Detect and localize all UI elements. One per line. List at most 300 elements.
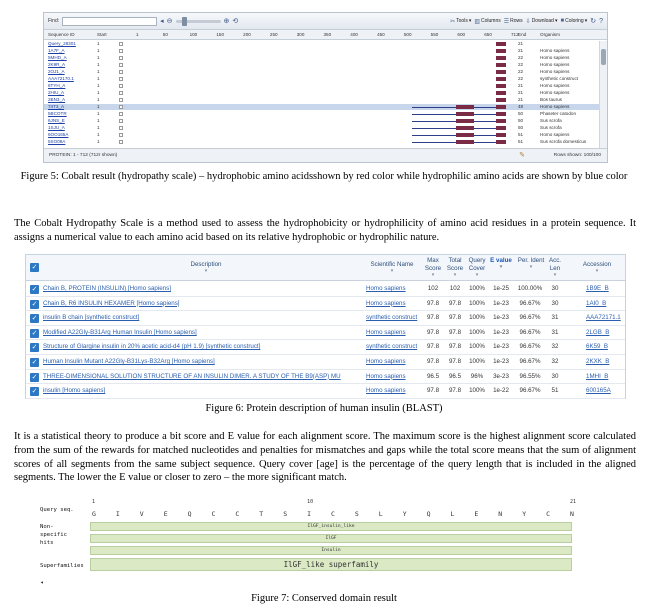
- reset-icon[interactable]: ⟲: [232, 17, 239, 25]
- max-cell: 96.5: [426, 372, 440, 380]
- aligned-segment: [496, 112, 506, 116]
- len-cell: 51: [551, 387, 559, 395]
- max-cell: 97.8: [426, 314, 440, 322]
- start-value: 1: [97, 69, 100, 74]
- ident-cell: 96.55%: [519, 372, 541, 380]
- description-link[interactable]: Structure of Glargine insulin in 20% acetic acid-d4 (pH 1.9) [synthetic construct]: [43, 343, 261, 351]
- superfamilies-label: Superfamilies: [40, 563, 84, 569]
- accession-link[interactable]: 6K59_B: [586, 343, 609, 351]
- rows-icon: ☰: [503, 18, 510, 25]
- gap-line: [412, 135, 458, 136]
- alignment-row[interactable]: [44, 139, 599, 145]
- alignment-row[interactable]: [44, 41, 599, 47]
- status-range: PROTEIN: 1 - 712 (712r shown): [49, 153, 118, 158]
- edit-icon[interactable]: ✎: [519, 152, 525, 159]
- description-link[interactable]: Chain B, R6 INSULIN HEXAMER [Homo sapiens]: [43, 299, 180, 307]
- row-checkbox[interactable]: [119, 84, 123, 88]
- sequence-id-link[interactable]: AAA72170.1: [48, 76, 74, 81]
- e-cell: 1e-22: [493, 387, 509, 395]
- row-checkbox[interactable]: [119, 42, 123, 46]
- query-ruler: [90, 499, 580, 505]
- col-seq-id[interactable]: Sequence ID: [48, 32, 75, 37]
- sequence-id-link[interactable]: 2K9R_A: [48, 62, 66, 67]
- alignment-row[interactable]: [44, 111, 599, 117]
- alignment-row[interactable]: [44, 132, 599, 138]
- total-cell: 97.8: [448, 314, 462, 322]
- sequence-id-link[interactable]: 1SJU_A: [48, 125, 65, 130]
- len-cell: 30: [551, 372, 559, 380]
- start-value: 1: [97, 90, 100, 95]
- help-icon[interactable]: ?: [599, 17, 603, 25]
- row-checkbox[interactable]: [119, 126, 123, 130]
- e-cell: 1e-23: [493, 299, 509, 307]
- organism-value: Sus scrofa: [540, 118, 562, 123]
- e-cell: 1e-23: [493, 328, 509, 336]
- paragraph-hydropathy: The Cobalt Hydropathy Scale is a method used to assess the hydrophobicity or hydrophilicity of amino acid residues in a protein sequence. It assigns a numerical value to each amino acid based on its relative hydrophobic or hydrophilic nature.: [14, 218, 636, 243]
- col-organism[interactable]: Organism: [540, 32, 560, 37]
- vertical-scrollbar[interactable]: [599, 41, 607, 149]
- organism-value: Homo sapiens: [540, 83, 570, 88]
- row-checkbox[interactable]: [119, 49, 123, 53]
- total-cell: 97.8: [448, 358, 462, 365]
- residue: S: [354, 510, 359, 518]
- e-cell: 1e-23: [493, 343, 509, 351]
- aligned-segment: [496, 140, 506, 144]
- residue: V: [139, 510, 144, 518]
- accession-link[interactable]: 600165A: [586, 387, 611, 395]
- ruler-tick: 500: [403, 32, 412, 37]
- description-link[interactable]: insulin B chain [synthetic construct]: [43, 314, 140, 322]
- ruler-tick: 550: [430, 32, 439, 37]
- coloring-menu[interactable]: ■ Coloring ▾: [560, 18, 588, 24]
- sequence-id-link[interactable]: 1A7F_A: [48, 48, 65, 53]
- sequence-id-link[interactable]: 2HIU_A: [48, 90, 65, 95]
- cobalt-panel: [43, 12, 608, 163]
- scientific-name-link[interactable]: Homo sapiens: [366, 299, 406, 307]
- description-link[interactable]: Human Insulin Mutant A22Gly-B31Lys-B32Arg [Homo sapiens]: [43, 358, 215, 365]
- table-row[interactable]: [26, 355, 625, 370]
- ident-cell: 96.67%: [519, 314, 541, 322]
- start-value: 1: [97, 111, 100, 116]
- gap-line: [474, 114, 496, 115]
- alignment-row[interactable]: [44, 125, 599, 131]
- aligned-segment: [496, 126, 506, 130]
- ruler-number: 21: [570, 499, 577, 505]
- gap-line: [474, 142, 496, 143]
- end-value: 21: [518, 83, 524, 88]
- ident-cell: 96.67%: [519, 343, 541, 351]
- total-cell: 97.8: [448, 328, 462, 336]
- description-link[interactable]: Chain B, PROTEIN (INSULIN) [Homo sapiens]: [43, 285, 171, 292]
- end-value: 21: [518, 90, 524, 95]
- gap-line: [412, 107, 458, 108]
- max-cell: 97.8: [426, 299, 440, 307]
- query-seq-label: Query seq.: [40, 507, 74, 513]
- table-row[interactable]: [26, 311, 625, 326]
- start-value: 1: [97, 83, 100, 88]
- end-value: 22: [518, 55, 524, 60]
- residue: S: [283, 510, 288, 518]
- figure-5-caption: Figure 5: Cobalt result (hydropathy scale) – hydrophobic amino acidsshown by red color while hydrophilic amino acids are shown by blue color: [20, 171, 628, 182]
- rows-shown: Rows shown: 100/100: [553, 153, 601, 158]
- alignment-row[interactable]: [44, 83, 599, 89]
- alignment-row[interactable]: [44, 62, 599, 68]
- ruler-tick: 650: [484, 32, 492, 37]
- row-checkbox[interactable]: [119, 140, 123, 144]
- total-cell: 97.8: [448, 299, 462, 307]
- sequence-id-link[interactable]: Query_28301: [48, 41, 76, 46]
- cobalt-toolbar: [44, 13, 607, 30]
- row-checkbox[interactable]: [119, 56, 123, 60]
- aligned-segment: [456, 105, 474, 109]
- residue: E: [163, 510, 168, 518]
- ident-cell: 96.67%: [519, 387, 541, 395]
- end-value: 21: [518, 48, 524, 53]
- max-cell: 97.8: [426, 343, 440, 351]
- header-query-cover[interactable]: Query Cover ▾: [468, 257, 486, 278]
- blast-table: [25, 254, 626, 399]
- header-accession[interactable]: Accession ▾: [582, 261, 612, 274]
- scientific-name-link[interactable]: Homo sapiens: [366, 358, 406, 365]
- total-cell: 96.5: [448, 372, 462, 380]
- max-cell: 97.8: [426, 387, 440, 395]
- gap-line: [474, 121, 496, 122]
- sequence-id-link[interactable]: 2BN3_A: [48, 97, 66, 102]
- coloring-icon: ■: [560, 18, 565, 24]
- find-input[interactable]: [62, 17, 157, 26]
- residue: C: [235, 510, 240, 518]
- gap-line: [474, 128, 496, 129]
- residue: L: [378, 510, 383, 518]
- ident-cell: 96.67%: [519, 358, 541, 365]
- len-cell: 31: [551, 328, 559, 336]
- header-per-ident[interactable]: Per. Ident ▾: [517, 257, 545, 270]
- residue: G: [92, 510, 96, 518]
- row-checkbox[interactable]: [119, 133, 123, 137]
- accession-link[interactable]: 1MHI_B: [586, 372, 609, 380]
- alignment-row[interactable]: [44, 90, 599, 96]
- max-cell: 102: [427, 285, 439, 292]
- row-checkbox[interactable]: ✓: [31, 359, 38, 366]
- table-row[interactable]: [26, 326, 625, 341]
- nonspecific-hits-label: Non-specific hits: [40, 524, 67, 546]
- sequence-id-link[interactable]: 6OO165A: [48, 132, 69, 137]
- header-scientific-name[interactable]: Scientific Name ▾: [370, 261, 414, 274]
- e-cell: 1e-23: [493, 358, 509, 365]
- scientific-name-link[interactable]: Homo sapiens: [366, 328, 406, 336]
- organism-value: Phaseter catodon: [540, 111, 577, 116]
- start-value: 1: [97, 125, 100, 130]
- ruler-tick: 50: [162, 32, 168, 37]
- end-value: 22: [518, 76, 524, 81]
- ruler-tick: 712: [511, 32, 519, 37]
- refresh-icon[interactable]: ↻: [590, 17, 597, 25]
- row-checkbox[interactable]: ✓: [31, 344, 38, 352]
- ruler-tick: 250: [269, 32, 278, 37]
- find-label: Find:: [48, 18, 60, 24]
- domain-track-iigf[interactable]: IlGF: [90, 534, 572, 543]
- ruler-number: 10: [307, 499, 314, 505]
- ruler-number: 1: [92, 499, 96, 505]
- e-cell: 1e-25: [493, 285, 509, 292]
- row-checkbox[interactable]: [119, 98, 123, 102]
- scroll-left-icon[interactable]: ◂: [40, 579, 44, 586]
- description-link[interactable]: THREE-DIMENSIONAL SOLUTION STRUCTURE OF AN INSULIN DIMER. A STUDY OF THE B9(ASP) MU: [43, 372, 341, 380]
- organism-value: Homo sapiens: [540, 132, 570, 137]
- cover-cell: 100%: [469, 387, 485, 395]
- cobalt-status-bar: [44, 148, 607, 162]
- row-checkbox[interactable]: [119, 77, 123, 81]
- table-row[interactable]: [26, 384, 625, 399]
- description-link[interactable]: Modified A22Gly-B31Arg Human Insulin [Homo sapiens]: [43, 328, 197, 336]
- scientific-name-link[interactable]: synthetic construct: [366, 314, 418, 322]
- residue: I: [307, 510, 312, 518]
- row-checkbox[interactable]: ✓: [31, 286, 38, 293]
- row-checkbox[interactable]: [119, 63, 123, 67]
- start-value: 1: [97, 132, 100, 137]
- sequence-id-link[interactable]: 5SO08A: [48, 139, 66, 144]
- col-start[interactable]: Start: [97, 32, 107, 37]
- description-link[interactable]: insulin [Homo sapiens]: [43, 387, 106, 395]
- gap-line: [474, 107, 496, 108]
- sequence-id-link[interactable]: 5MHD_A: [48, 55, 67, 60]
- organism-value: Homo sapiens: [540, 62, 570, 67]
- start-value: 1: [97, 48, 100, 53]
- end-value: 50: [518, 125, 524, 130]
- aligned-segment: [496, 56, 506, 60]
- columns-icon: ▥: [474, 18, 481, 25]
- end-value: 51: [518, 139, 524, 144]
- gap-line: [412, 128, 458, 129]
- gap-line: [412, 114, 458, 115]
- len-cell: 31: [551, 314, 559, 322]
- scientific-name-link[interactable]: Homo sapiens: [366, 285, 406, 292]
- row-checkbox[interactable]: ✓: [31, 329, 38, 337]
- sequence-id-link[interactable]: 7IIT3_A: [48, 104, 65, 109]
- ruler-tick: 300: [296, 32, 305, 37]
- zoom-out-icon[interactable]: ⊖: [166, 17, 173, 25]
- aligned-segment: [496, 49, 506, 53]
- aligned-segment: [496, 42, 506, 46]
- scientific-name-link[interactable]: Homo sapiens: [366, 372, 406, 380]
- residue: C: [331, 510, 335, 518]
- start-value: 1: [97, 76, 100, 81]
- len-cell: 30: [551, 285, 559, 292]
- rows-menu[interactable]: ☰ Rows: [503, 18, 523, 25]
- sequence-id-link[interactable]: 6TYH_A: [48, 83, 66, 88]
- aligned-segment: [496, 84, 506, 88]
- gap-line: [412, 142, 458, 143]
- row-checkbox[interactable]: [119, 70, 123, 74]
- e-cell: 1e-23: [493, 314, 509, 322]
- organism-value: Bos taurus: [540, 97, 562, 102]
- tools-icon: ✂: [450, 18, 456, 25]
- aligned-segment: [496, 70, 506, 74]
- organism-value: Homo sapiens: [540, 90, 570, 95]
- ruler-tick: 400: [350, 32, 358, 37]
- end-value: 21: [518, 97, 524, 102]
- header-max-score[interactable]: Max Score ▾: [424, 257, 442, 278]
- cover-cell: 100%: [469, 343, 485, 351]
- header-acc-len[interactable]: Acc. Len ▾: [548, 257, 562, 278]
- alignment-row[interactable]: [44, 69, 599, 75]
- tools-menu[interactable]: ✂ Tools ▾: [450, 18, 472, 25]
- ident-cell: 96.67%: [519, 299, 541, 307]
- aligned-segment: [456, 119, 474, 123]
- sequence-id-link[interactable]: 2OJ1_A: [48, 69, 65, 74]
- alignment-rows: [44, 41, 607, 149]
- total-cell: 102: [449, 285, 461, 292]
- aligned-segment: [496, 105, 506, 109]
- scientific-name-link[interactable]: Homo sapiens: [366, 387, 406, 395]
- residue: C: [211, 510, 216, 518]
- ruler-tick: 350: [323, 32, 332, 37]
- row-checkbox[interactable]: [119, 91, 123, 95]
- row-checkbox[interactable]: ✓: [31, 388, 38, 396]
- alignment-row[interactable]: [44, 55, 599, 61]
- len-cell: 30: [551, 299, 559, 307]
- cover-cell: 100%: [469, 314, 485, 322]
- residue: E: [474, 510, 479, 518]
- alignment-row[interactable]: [44, 48, 599, 54]
- ident-cell: 96.67%: [519, 328, 541, 336]
- ruler-tick: 600: [457, 32, 466, 37]
- gap-line: [412, 121, 458, 122]
- end-value: 21: [518, 41, 524, 46]
- zoom-slider[interactable]: [176, 20, 221, 23]
- start-value: 1: [97, 62, 100, 67]
- header-e-value[interactable]: E value ▾: [490, 257, 512, 270]
- select-all-checkbox[interactable]: ✓: [31, 264, 38, 271]
- row-checkbox[interactable]: [119, 105, 123, 109]
- aligned-segment: [456, 126, 474, 130]
- row-checkbox[interactable]: ✓: [31, 315, 38, 323]
- accession-link[interactable]: 1AI0_B: [586, 299, 607, 307]
- len-cell: 32: [551, 343, 559, 351]
- row-checkbox[interactable]: [119, 112, 123, 116]
- aligned-segment: [496, 119, 506, 123]
- aligned-segment: [496, 98, 506, 102]
- cover-cell: 100%: [469, 285, 485, 292]
- accession-link[interactable]: 2KXK_B: [586, 358, 610, 365]
- cover-cell: 100%: [469, 299, 485, 307]
- conserved-domain-panel: [37, 496, 605, 588]
- organism-value: Homo sapiens: [540, 48, 570, 53]
- header-description[interactable]: Description ▾: [190, 261, 222, 274]
- max-cell: 97.8: [426, 358, 440, 365]
- zoom-in-icon[interactable]: ⊕: [223, 17, 230, 25]
- residue: I: [115, 510, 120, 518]
- residue: Q: [426, 510, 431, 518]
- end-value: 50: [518, 111, 524, 116]
- organism-value: Sus scrofa domesticus: [540, 139, 587, 144]
- col-end[interactable]: End: [518, 32, 527, 37]
- residue: Y: [402, 510, 407, 518]
- alignment-row[interactable]: [44, 76, 599, 82]
- start-value: 1: [97, 97, 100, 102]
- aligned-segment: [456, 133, 474, 137]
- columns-menu[interactable]: ▥ Columns: [474, 18, 501, 25]
- end-value: 50: [518, 118, 524, 123]
- max-cell: 97.8: [426, 328, 440, 336]
- start-value: 1: [97, 104, 100, 109]
- sequence-id-link[interactable]: 6JNS_E: [48, 118, 65, 123]
- total-cell: 97.8: [448, 387, 462, 395]
- table-row[interactable]: [26, 340, 625, 355]
- ruler-tick: 1: [136, 32, 139, 37]
- organism-value: Homo sapiens: [540, 104, 570, 109]
- residue: Y: [522, 510, 527, 518]
- cover-cell: 100%: [469, 358, 485, 365]
- organism-value: Sus scrofa: [540, 125, 562, 130]
- accession-link[interactable]: AAA72171.1: [586, 314, 621, 322]
- residue: C: [546, 510, 551, 518]
- aligned-segment: [456, 112, 474, 116]
- domain-track-iigf-insulin-like[interactable]: IlGF_insulin_like: [90, 522, 572, 531]
- ruler-tick: 100: [189, 32, 198, 37]
- row-checkbox[interactable]: [119, 119, 123, 123]
- residue: N: [570, 510, 574, 518]
- cobalt-column-header: [44, 30, 607, 40]
- row-checkbox[interactable]: ✓: [31, 300, 38, 308]
- domain-track-insulin[interactable]: Insulin: [90, 546, 572, 555]
- end-value: 51: [518, 132, 524, 137]
- len-cell: 32: [551, 358, 559, 365]
- end-value: 22: [518, 62, 524, 67]
- alignment-row[interactable]: [44, 97, 599, 103]
- scientific-name-link[interactable]: synthetic construct: [366, 343, 418, 351]
- residue: L: [450, 510, 455, 518]
- blast-table-header: [26, 255, 625, 281]
- move-left-icon[interactable]: ◂: [160, 17, 164, 25]
- sequence-id-link[interactable]: 5BCOTR: [48, 111, 67, 116]
- superfamily-track[interactable]: IlGF_like superfamily: [90, 558, 572, 571]
- end-value: 22: [518, 69, 524, 74]
- start-value: 1: [97, 55, 100, 60]
- organism-value: Homo sapiens: [540, 69, 570, 74]
- header-total-score[interactable]: Total Score ▾: [446, 257, 464, 278]
- total-cell: 97.8: [448, 343, 462, 351]
- ruler-tick: 150: [216, 32, 225, 37]
- accession-link[interactable]: 2LGB_B: [586, 328, 610, 336]
- residue: Q: [187, 510, 192, 518]
- aligned-segment: [496, 91, 506, 95]
- residue: T: [259, 510, 264, 518]
- alignment-row[interactable]: [44, 118, 599, 124]
- row-checkbox[interactable]: ✓: [31, 373, 38, 381]
- ruler-tick: 450: [377, 32, 385, 37]
- gap-line: [474, 135, 496, 136]
- end-value: 48: [518, 104, 524, 109]
- aligned-segment: [496, 133, 506, 137]
- table-row[interactable]: [26, 282, 625, 297]
- table-row[interactable]: [26, 297, 625, 312]
- cover-cell: 96%: [470, 372, 484, 380]
- start-value: 1: [97, 118, 100, 123]
- figure-7-caption: Figure 7: Conserved domain result: [251, 593, 397, 604]
- accession-link[interactable]: 1B9E_B: [586, 285, 609, 292]
- organism-value: Homo sapiens: [540, 55, 570, 60]
- aligned-segment: [456, 140, 474, 144]
- cover-cell: 100%: [469, 328, 485, 336]
- download-menu[interactable]: ⇩ Download ▾: [525, 18, 558, 25]
- figure-6-caption: Figure 6: Protein description of human insulin (BLAST): [205, 403, 443, 414]
- aligned-segment: [496, 77, 506, 81]
- alignment-row[interactable]: [44, 104, 599, 110]
- table-row[interactable]: [26, 370, 625, 385]
- organism-value: synthetic construct: [540, 76, 579, 81]
- ident-cell: 100.00%: [517, 285, 543, 292]
